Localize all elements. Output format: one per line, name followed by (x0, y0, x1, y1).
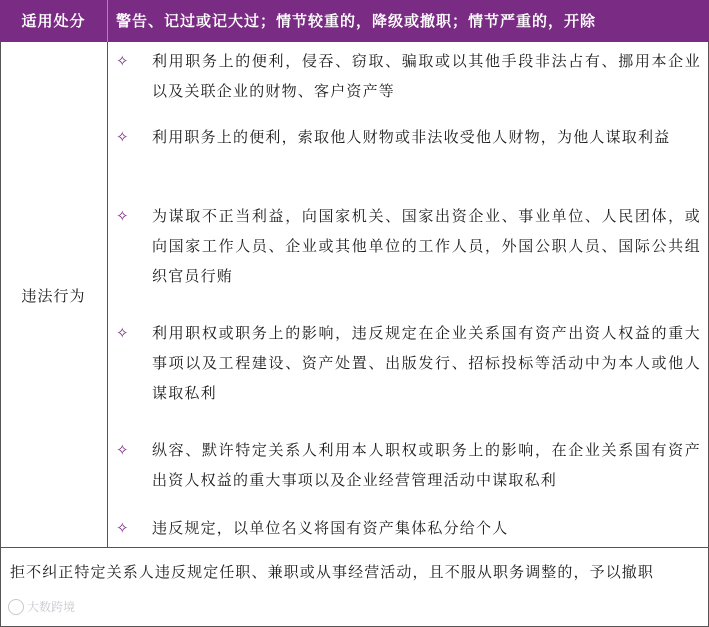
list-item-text: 利用职务上的便利，侵吞、窃取、骗取或以其他手段非法占有、挪用本企业以及关联企业的财物、客户资产等 (152, 52, 701, 100)
diamond-bullet-icon: ✧ (116, 324, 129, 342)
diamond-bullet-icon: ✧ (116, 207, 129, 225)
diamond-bullet-icon: ✧ (116, 52, 129, 70)
diamond-bullet-icon: ✧ (116, 128, 129, 146)
list-item (116, 435, 701, 495)
watermark (8, 598, 75, 618)
header-penalty-description: 警告、记过或记大过；情节较重的，降级或撤职；情节严重的，开除 (116, 12, 597, 30)
list-item (116, 318, 701, 408)
list-item-text: 利用职务上的便利，索取他人财物或非法收受他人财物，为他人谋取利益 (152, 128, 671, 146)
watermark-text: 大数跨境 (27, 600, 76, 614)
list-item-text: 为谋取不正当利益，向国家机关、国家出资企业、事业单位、人民团体，或向国家工作人员、企业或其他单位的工作人员，外国公职人员、国际公共组织官员行贿 (152, 207, 701, 285)
header-applicable-penalty-label: 适用处分 (21, 12, 86, 30)
column-divider (107, 42, 108, 547)
row-label-violations: 违法行为 (21, 287, 86, 305)
circle-logo-icon (8, 599, 24, 615)
header-divider (107, 0, 108, 42)
table-header (0, 0, 709, 42)
list-item (116, 201, 701, 291)
list-item-text: 利用职权或职务上的影响，违反规定在企业关系国有资产出资人权益的重大事项以及工程建设、资产处置、出版发行、招标投标等活动中为本人或他人谋取私利 (152, 324, 701, 402)
list-item-text: 纵容、默许特定关系人利用本人职权或职务上的影响，在企业关系国有资产出资人权益的重大事项以及企业经营管理活动中谋取私利 (152, 441, 701, 489)
diamond-bullet-icon: ✧ (116, 441, 129, 459)
list-item (116, 122, 701, 152)
row-divider (0, 547, 709, 548)
table-border-left (0, 42, 1, 627)
list-item (116, 46, 701, 106)
list-item-text: 违反规定，以单位名义将国有资产集体私分给个人 (152, 519, 509, 537)
footer-row-text: 拒不纠正特定关系人违反规定任职、兼职或从事经营活动，且不服从职务调整的，予以撤职 (10, 563, 655, 581)
diamond-bullet-icon: ✧ (116, 519, 129, 537)
list-item (116, 513, 701, 543)
